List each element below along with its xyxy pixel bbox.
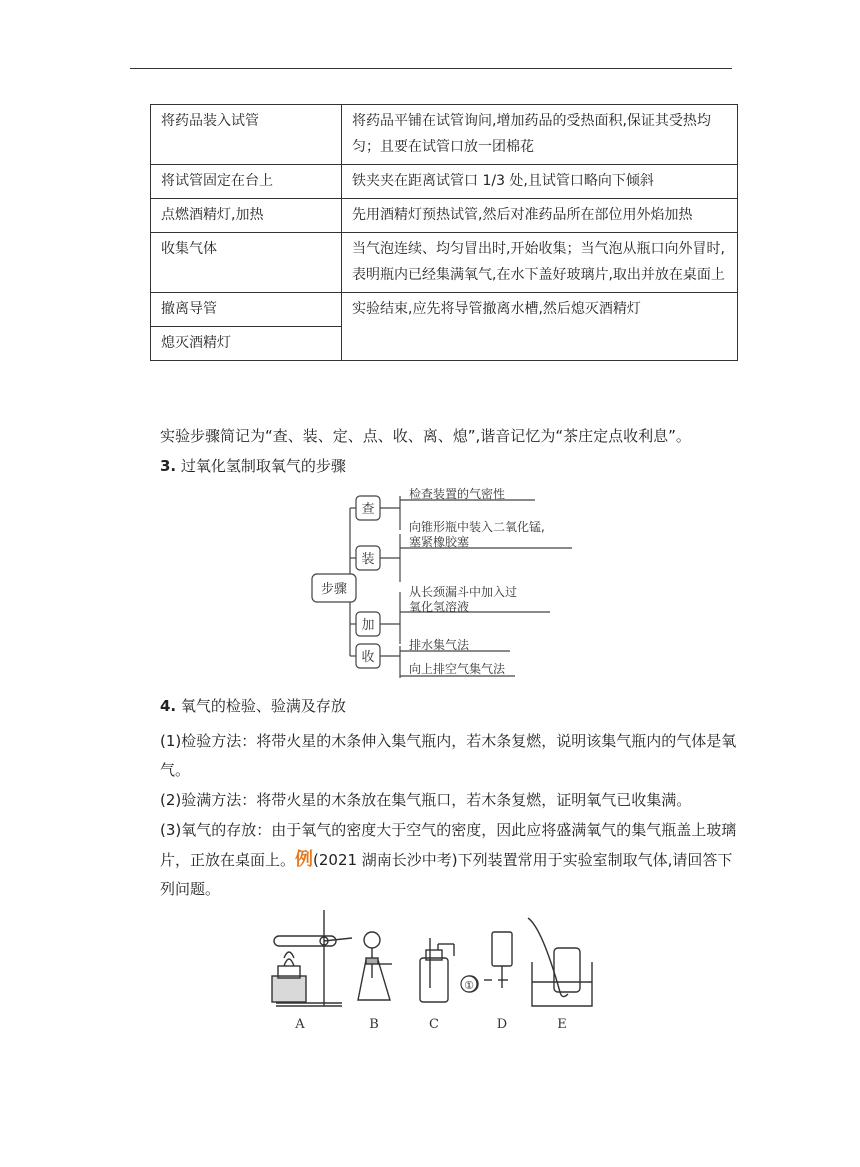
steps-table [150,104,738,361]
branch-text: 检查装置的气密性 [409,487,506,501]
root-label: 步骤 [320,582,348,597]
apparatus-label-c: C [429,1017,439,1032]
branch-text: 塞紧橡胶塞 [409,535,470,549]
example-mark: 例 [295,849,314,870]
paragraph-3 [160,816,738,904]
table-row [151,233,738,293]
h2o2-steps-diagram [310,486,580,686]
branch-key: 加 [361,618,375,633]
paragraph-2: (2)验满方法：将带火星的木条放在集气瓶口，若木条复燃，证明氧气已收集满。 [160,791,692,809]
table-row [151,165,738,199]
table-row [151,199,738,233]
circle-label: ① [464,979,474,992]
branch-key: 装 [361,552,375,567]
desc-cell: 实验结束,应先将导管撤离水槽,然后熄灭酒精灯 [342,293,738,361]
branch-text: 从长颈漏斗中加入过 [409,585,518,599]
step-cell: 收集气体 [151,233,342,293]
branch-text: 向上排空气集气法 [409,662,506,676]
step-cell: 将试管固定在台上 [151,165,342,199]
branch-text: 氧化氢溶液 [409,600,470,614]
table-row [151,293,738,327]
apparatus-label-e: E [557,1017,567,1032]
section-number: 4. [160,697,177,715]
desc-cell: 先用酒精灯预热试管,然后对准药品所在部位用外焰加热 [342,199,738,233]
step-cell: 将药品装入试管 [151,105,342,165]
desc-cell: 当气泡连续、均匀冒出时,开始收集；当气泡从瓶口向外冒时,表明瓶内已经集满氧气,在水下盖好玻璃片,取出并放在桌面上 [342,233,738,293]
branch-text: 排水集气法 [409,638,470,652]
apparatus-label-d: D [496,1017,508,1032]
section-title: 过氧化氢制取氧气的步骤 [180,457,346,475]
branch-key: 查 [361,502,375,517]
header-rule [130,68,732,69]
branch-key: 收 [361,650,375,665]
branch-text: 向锥形瓶中装入二氧化锰, [409,520,545,534]
section-number: 3. [160,457,177,475]
lab-apparatus-figure [262,908,602,1038]
apparatus-label-b: B [369,1017,379,1032]
section-title: 氧气的检验、验满及存放 [180,697,346,715]
desc-cell: 将药品平铺在试管询问,增加药品的受热面积,保证其受热均匀；且要在试管口放一团棉花 [342,105,738,165]
step-cell: 熄灭酒精灯 [151,327,342,361]
section-4-heading [160,694,346,718]
apparatus-label-a: A [295,1017,305,1032]
section-3-heading [160,454,346,478]
table-row [151,105,738,165]
example-text: (2021 湖南长沙中考)下列装置常用于实验室制取气体,请回答下列问题。 [160,851,733,898]
mnemonic-text: 实验步骤简记为“查、装、定、点、收、离、熄”,谐音记忆为“茶庄定点收利息”。 [160,427,691,445]
paragraph-3-text: (3)氧气的存放：由于氧气的密度大于空气的密度，因此应将盛满氧气的集气瓶盖上玻璃片，正放在桌面上。 [160,821,737,869]
step-cell: 点燃酒精灯,加热 [151,199,342,233]
paragraph-1: (1)检验方法：将带火星的木条伸入集气瓶内，若木条复燃，说明该集气瓶内的气体是氧气。 [160,732,737,779]
desc-cell: 铁夹夹在距离试管口 1/3 处,且试管口略向下倾斜 [342,165,738,199]
step-cell: 撤离导管 [151,293,342,327]
